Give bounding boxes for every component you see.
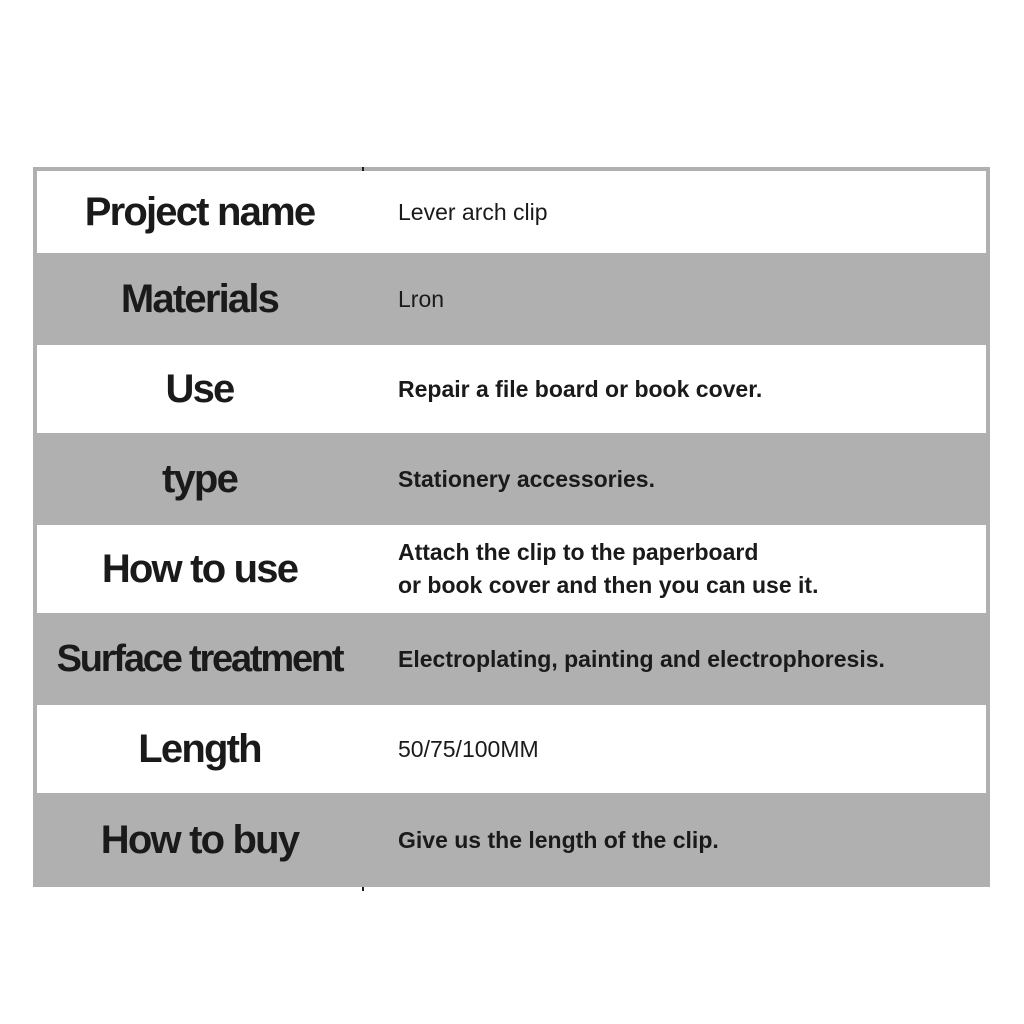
value-surface-treatment-text: Electroplating, painting and electrophoresis. (398, 645, 885, 672)
label-how-to-buy: How to buy (100, 817, 299, 862)
value-length-text: 50/75/100MM (398, 735, 539, 762)
value-how-to-buy (362, 793, 986, 887)
label-surface-treatment: Surface treatment (56, 637, 343, 680)
value-use (362, 345, 986, 433)
value-project-name (362, 171, 986, 253)
value-surface-treatment (362, 613, 986, 705)
value-how-to-use-line-1: Attach the clip to the paperboard (398, 539, 759, 565)
value-materials-text: Lron (398, 285, 445, 312)
value-type-text: Stationery accessories. (398, 465, 655, 492)
table-row-length (37, 705, 986, 793)
value-how-to-buy-text: Give us the length of the clip. (398, 826, 719, 853)
label-project-name: Project name (84, 189, 315, 234)
value-how-to-use-line-2: or book cover and then you can use it. (398, 572, 819, 598)
label-use: Use (165, 366, 234, 411)
table-row-use (37, 345, 986, 433)
value-how-to-use (362, 525, 986, 613)
label-length: Length (138, 726, 261, 771)
value-type (362, 433, 986, 525)
table-row-project-name (37, 171, 986, 253)
spec-table (33, 167, 990, 887)
label-how-to-use: How to use (101, 546, 298, 591)
value-materials (362, 253, 986, 345)
table-row-how-to-use (37, 525, 986, 613)
value-length (362, 705, 986, 793)
label-materials: Materials (120, 276, 279, 321)
value-project-name-text: Lever arch clip (398, 198, 548, 225)
value-use-text: Repair a file board or book cover. (398, 375, 763, 402)
label-type: type (161, 456, 238, 501)
table-row-surface-treatment (37, 613, 986, 705)
table-row-materials (37, 253, 986, 345)
table-row-how-to-buy (37, 793, 986, 887)
table-row-type (37, 433, 986, 525)
